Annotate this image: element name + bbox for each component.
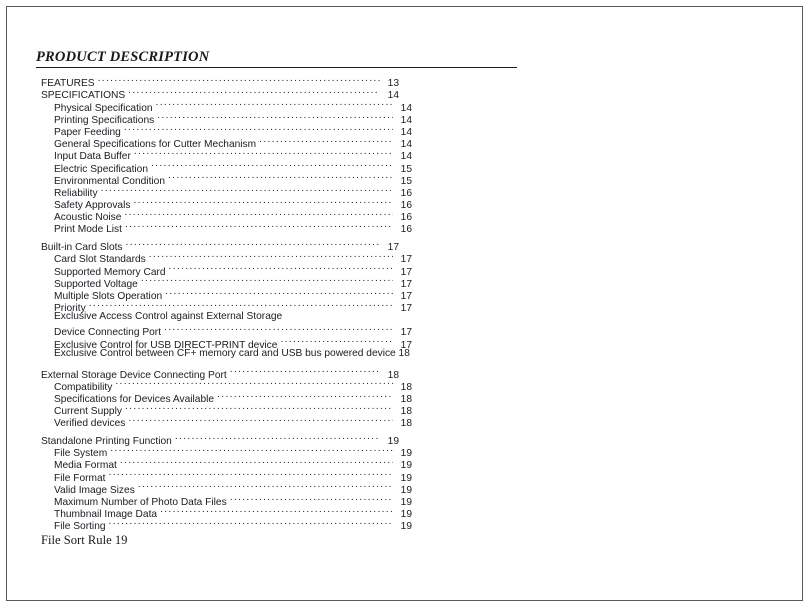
toc-dot-leader (165, 287, 393, 299)
trailing-entry: File Sort Rule 19 (41, 533, 128, 548)
toc-entry-label: Supported Voltage (54, 278, 138, 290)
toc-entry-label: Supported Memory Card (54, 266, 166, 278)
toc-entry[interactable] (36, 414, 776, 430)
toc-dot-leader (259, 135, 393, 147)
toc-dot-leader (101, 184, 393, 196)
toc-entry-row (54, 311, 412, 323)
toc-entry-page-number: 19 (387, 435, 399, 447)
toc-entry-page-number: 13 (387, 78, 399, 90)
toc-dot-leader (125, 220, 393, 232)
table-of-contents (36, 74, 776, 533)
toc-entry[interactable] (36, 323, 776, 339)
toc-entry[interactable] (36, 287, 776, 302)
toc-entry-label: Exclusive Access Control against External Storage (54, 311, 283, 323)
toc-entry-label: Electric Specification (54, 163, 148, 175)
toc-entry-page-number: 17 (400, 266, 412, 278)
toc-entry-page-number: 18 (400, 393, 412, 405)
toc-dot-leader (133, 196, 393, 208)
toc-entry-page-number: 17 (400, 327, 412, 339)
toc-dot-leader (175, 432, 380, 444)
toc-entry-label: Media Format (54, 460, 117, 472)
toc-entry[interactable] (36, 250, 776, 266)
toc-dot-leader (124, 123, 393, 135)
toc-entry[interactable] (36, 493, 776, 508)
toc-entry[interactable] (36, 481, 776, 496)
toc-entry-page-number: 19 (400, 448, 412, 460)
toc-entry-page-number: 18 (400, 418, 412, 430)
toc-entry-row (54, 517, 412, 533)
toc-entry[interactable] (36, 147, 776, 163)
toc-entry-page-number: 19 (400, 521, 412, 533)
toc-dot-leader (141, 275, 393, 287)
toc-dot-leader (151, 159, 393, 171)
toc-entry-label: Multiple Slots Operation (54, 290, 163, 302)
toc-entry-page-number: 18 (387, 369, 399, 381)
toc-entry-label: Physical Specification (54, 102, 153, 114)
toc-dot-leader (89, 299, 393, 311)
toc-entry[interactable] (36, 238, 776, 254)
toc-entry-label: Verified devices (54, 418, 126, 430)
toc-entry[interactable] (36, 505, 776, 521)
toc-entry-label: Standalone Printing Function (41, 435, 172, 447)
toc-dot-leader (160, 505, 393, 517)
toc-entry-label: SPECIFICATIONS (41, 90, 126, 102)
toc-entry-page-number: 14 (387, 90, 399, 102)
toc-dot-leader (128, 414, 393, 426)
toc-entry-label: Specifications for Devices Available (54, 393, 215, 405)
toc-entry[interactable] (36, 123, 776, 138)
toc-entry-page-number: 17 (400, 254, 412, 266)
toc-entry-label: Maximum Number of Photo Data Files (54, 496, 227, 508)
toc-entry-label: Input Data Buffer (54, 151, 131, 163)
toc-dot-leader (126, 238, 380, 250)
toc-entry-page-number: 19 (400, 472, 412, 484)
toc-dot-leader (109, 468, 393, 480)
toc-entry[interactable] (36, 208, 776, 224)
toc-dot-leader (110, 444, 393, 456)
toc-entry-page-number: 19 (400, 460, 412, 472)
toc-entry-label: Device Connecting Port (54, 327, 162, 339)
toc-entry-page-number: 16 (400, 212, 412, 224)
toc-entry[interactable] (36, 348, 776, 360)
toc-entry[interactable] (36, 135, 776, 151)
toc-entry-label: Printing Specifications (54, 114, 155, 126)
toc-dot-leader (156, 98, 393, 110)
toc-entry[interactable] (36, 402, 776, 418)
toc-entry-page-number: 17 (400, 290, 412, 302)
toc-entry-label: External Storage Device Connecting Port (41, 369, 227, 381)
toc-dot-leader (169, 262, 393, 274)
toc-dot-leader (120, 456, 393, 468)
toc-entry-label: Environmental Condition (54, 175, 165, 187)
toc-entry-page-number: 14 (400, 139, 412, 151)
toc-entry-label: Safety Approvals (54, 200, 131, 212)
toc-entry[interactable] (36, 390, 776, 405)
toc-dot-leader (138, 481, 393, 493)
toc-entry[interactable] (36, 220, 776, 236)
toc-dot-leader (230, 493, 393, 505)
toc-entry-page-number: 14 (400, 102, 412, 114)
toc-entry-label: Print Mode List (54, 224, 122, 236)
toc-entry-page-number: 19 (400, 509, 412, 521)
toc-entry-label: Current Supply (54, 406, 122, 418)
toc-dot-leader (168, 172, 393, 184)
toc-entry[interactable] (36, 196, 776, 212)
toc-entry-label: Priority (54, 303, 86, 315)
toc-entry[interactable] (36, 74, 776, 90)
toc-dot-leader (164, 323, 393, 335)
toc-entry[interactable] (36, 86, 776, 102)
toc-entry-page-number: 14 (400, 114, 412, 126)
toc-entry-page-number: 19 (400, 496, 412, 508)
toc-entry[interactable] (36, 111, 776, 126)
toc-entry-page-number: 15 (400, 175, 412, 187)
toc-dot-leader (124, 208, 393, 220)
toc-entry[interactable] (36, 432, 776, 447)
toc-entry-page-number: 17 (400, 339, 412, 351)
toc-entry-label: Thumbnail Image Data (54, 509, 158, 521)
toc-entry[interactable] (36, 456, 776, 472)
toc-entry-page-number: 14 (400, 151, 412, 163)
toc-entry[interactable] (36, 184, 776, 199)
toc-entry-label: Exclusive Control for USB DIRECT-PRINT device (54, 339, 278, 351)
toc-dot-leader (109, 517, 393, 529)
toc-entry-label: File System (54, 448, 108, 460)
toc-entry[interactable] (36, 468, 776, 484)
toc-entry-label: General Specifications for Cutter Mechanism (54, 139, 257, 151)
toc-entry-label: Valid Image Sizes (54, 484, 135, 496)
toc-dot-leader (115, 378, 393, 390)
toc-dot-leader (217, 390, 393, 402)
toc-dot-leader (157, 111, 393, 123)
toc-entry-row (54, 220, 412, 236)
toc-dot-leader (230, 365, 380, 377)
toc-entry-row (54, 414, 412, 430)
toc-entry[interactable] (36, 335, 776, 351)
toc-entry[interactable] (36, 365, 776, 381)
toc-entry[interactable] (36, 311, 776, 323)
toc-entry-page-number: 16 (400, 187, 412, 199)
toc-entry[interactable] (36, 275, 776, 290)
toc-entry-label: Acoustic Noise (54, 212, 122, 224)
toc-entry[interactable] (36, 378, 776, 393)
toc-entry-page-number: 19 (400, 484, 412, 496)
toc-entry[interactable] (36, 172, 776, 187)
toc-entry-label: File Sorting (54, 521, 106, 533)
toc-dot-leader (98, 74, 380, 86)
toc-entry[interactable] (36, 98, 776, 114)
toc-entry-page-number: 17 (400, 303, 412, 315)
page-title: PRODUCT DESCRIPTION (36, 49, 210, 65)
toc-entry-label: Card Slot Standards (54, 254, 146, 266)
toc-entry-page-number: 18 (400, 406, 412, 418)
toc-entry[interactable] (36, 262, 776, 278)
toc-dot-leader (280, 335, 393, 347)
toc-entry-page-number: 15 (400, 163, 412, 175)
toc-entry-label: File Format (54, 472, 106, 484)
toc-entry-page-number: 17 (387, 242, 399, 254)
toc-entry-page-number: 17 (400, 278, 412, 290)
toc-entry-label: Paper Feeding (54, 126, 121, 138)
document-page (6, 6, 803, 601)
toc-dot-leader (134, 147, 393, 159)
toc-entry[interactable] (36, 444, 776, 460)
toc-dot-leader (149, 250, 393, 262)
toc-entry-page-number: 16 (400, 200, 412, 212)
toc-entry-page-number: 14 (400, 126, 412, 138)
toc-entry-label: Reliability (54, 187, 98, 199)
toc-entry-label: Built-in Card Slots (41, 242, 123, 254)
title-underline-rule (36, 67, 517, 68)
toc-entry-label: Compatibility (54, 381, 113, 393)
toc-entry-page-number: 18 (400, 381, 412, 393)
toc-entry-label: FEATURES (41, 78, 95, 90)
toc-entry[interactable] (36, 159, 776, 175)
toc-entry-row (54, 348, 412, 360)
page-content (36, 49, 776, 548)
toc-entry[interactable] (36, 299, 776, 315)
toc-entry[interactable] (36, 517, 776, 533)
toc-entry-label: Exclusive Control between CF+ memory card and USB bus powered device 18 (54, 347, 410, 359)
toc-entry-page-number: 16 (400, 224, 412, 236)
toc-dot-leader (128, 86, 380, 98)
toc-dot-leader (125, 402, 393, 414)
